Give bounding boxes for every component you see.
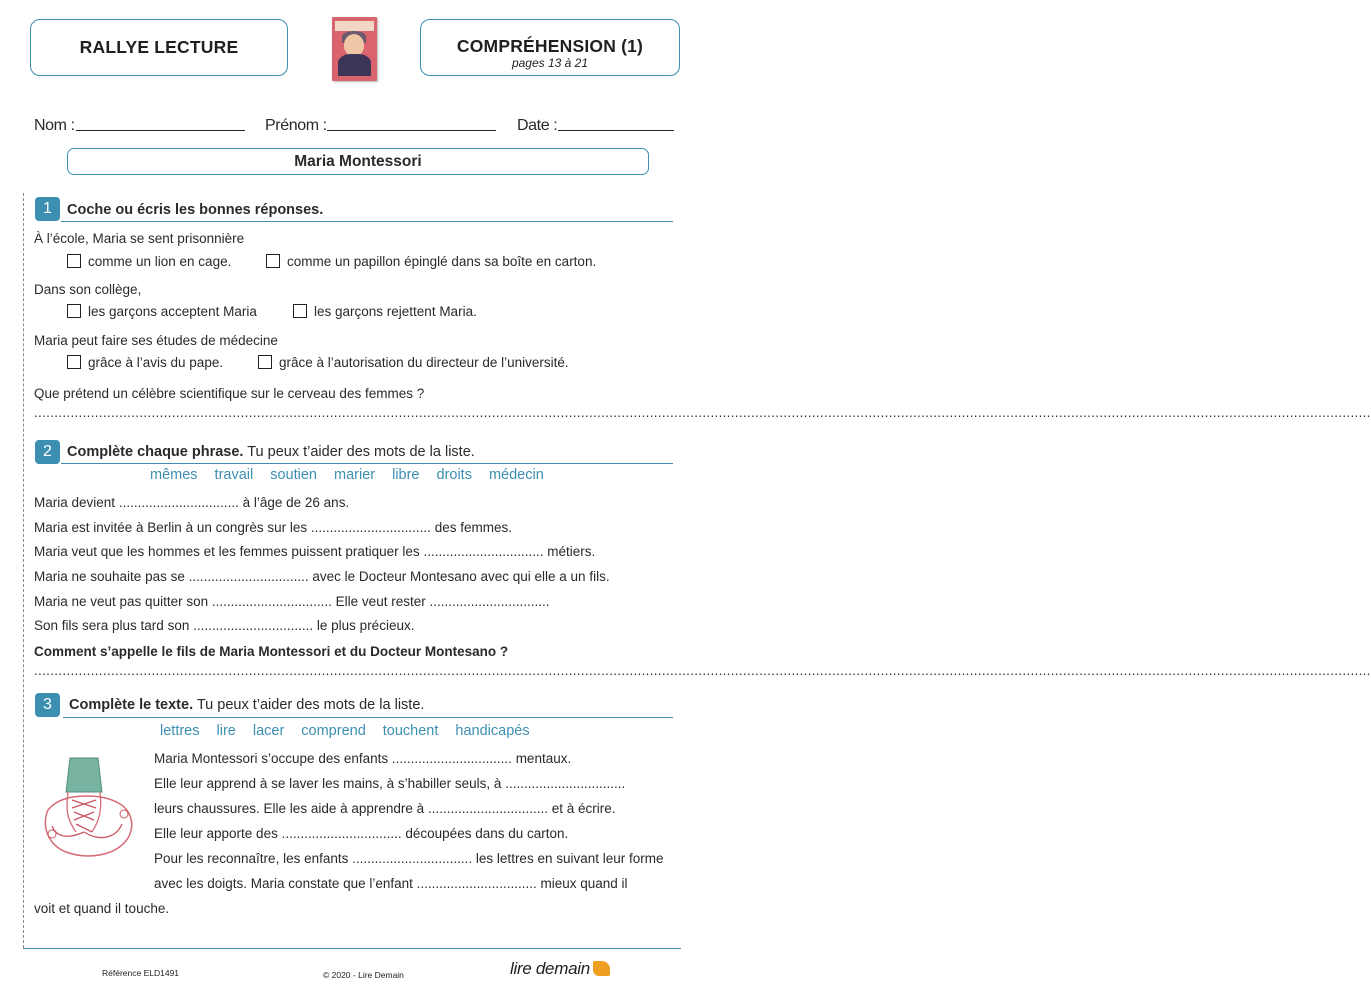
q2-option-1[interactable]: les garçons acceptent Maria xyxy=(67,304,257,319)
question-4: Que prétend un célèbre scientifique sur le cerveau des femmes ? xyxy=(34,386,425,401)
text-line-7: voit et quand il touche. xyxy=(34,901,170,916)
date-label: Date : xyxy=(517,117,558,134)
sentence-6: Son fils sera plus tard son ................................ le plus précieux. xyxy=(34,618,415,633)
prenom-label: Prénom : xyxy=(265,117,327,134)
lire-demain-logo: lire demain xyxy=(510,959,610,979)
q3-option-1[interactable]: grâce à l’avis du pape. xyxy=(67,355,223,370)
book-title-box xyxy=(67,148,649,175)
q1-option-1[interactable]: comme un lion en cage. xyxy=(67,254,231,269)
nom-label: Nom : xyxy=(34,117,75,134)
pages-subtitle: pages 13 à 21 xyxy=(511,56,589,70)
question-5: Comment s’appelle le fils de Maria Montessori et du Docteur Montesano ? xyxy=(34,644,509,659)
reference-text: Référence ELD1491 xyxy=(102,968,180,978)
comprehension-title: COMPRÉHENSION (1) xyxy=(456,36,644,56)
section-1-title: Coche ou écris les bonnes réponses. xyxy=(67,202,324,218)
question-3: Maria peut faire ses études de médecine xyxy=(34,333,278,348)
text-line-4: Elle leur apporte des ................................ découpées dans du carton. xyxy=(154,826,569,841)
checkbox[interactable] xyxy=(67,304,81,318)
answer-line-2[interactable]: .......................................................................................................................................................................................................................................................................................................................................... xyxy=(34,663,1371,678)
nom-field[interactable] xyxy=(76,130,245,131)
blank-field[interactable]: ................................ xyxy=(211,594,332,609)
prenom-field[interactable] xyxy=(327,130,496,131)
date-field[interactable] xyxy=(558,130,674,131)
section-1-number: 1 xyxy=(35,197,60,221)
checkbox[interactable] xyxy=(67,355,81,369)
section-3-number: 3 xyxy=(35,693,60,717)
blank-field[interactable]: ................................ xyxy=(505,776,626,791)
book-cover-image xyxy=(332,17,377,81)
section-1-underline xyxy=(61,221,673,222)
answer-line-1[interactable]: .......................................................................................................................................................................................................................................................................................................................................... xyxy=(34,405,1371,420)
text-line-2: Elle leur apprend à se laver les mains, à s’habiller seuls, à ................................ xyxy=(154,776,626,791)
checkbox[interactable] xyxy=(258,355,272,369)
section-3-title: Complète le texte. Tu peux t’aider des mots de la liste. xyxy=(69,697,425,713)
bird-book-icon xyxy=(593,961,610,976)
blank-field[interactable]: ................................ xyxy=(416,876,537,891)
blank-field[interactable]: ................................ xyxy=(310,520,431,535)
header-left-box xyxy=(30,19,288,76)
question-1: À l’école, Maria se sent prisonnière xyxy=(34,231,245,246)
section-3-underline xyxy=(63,717,673,718)
shoe-lacing-illustration xyxy=(36,752,142,866)
q3-option-2[interactable]: grâce à l’autorisation du directeur de l’université. xyxy=(258,355,569,370)
blank-field[interactable]: ................................ xyxy=(281,826,402,841)
section-2-word-list: mêmes travail soutien marier libre droits médecin xyxy=(150,467,544,483)
sentence-5: Maria ne veut pas quitter son ................................ Elle veut rester ................................ xyxy=(34,594,550,609)
question-2: Dans son collège, xyxy=(34,282,142,297)
blank-field[interactable]: ................................ xyxy=(352,851,473,866)
sentence-4: Maria ne souhaite pas se ................................ avec le Docteur Montesano avec qui elle a un fils. xyxy=(34,569,610,584)
text-line-5: Pour les reconnaître, les enfants ................................ les lettres en suivant leur forme xyxy=(154,851,664,866)
bottom-rule xyxy=(23,948,681,949)
checkbox[interactable] xyxy=(293,304,307,318)
header-right-box xyxy=(420,19,680,76)
copyright-text: © 2020 - Lire Demain xyxy=(323,970,404,980)
book-title: Maria Montessori xyxy=(294,153,422,170)
sentence-2: Maria est invitée à Berlin à un congrès sur les ................................ des femmes. xyxy=(34,520,512,535)
text-line-1: Maria Montessori s’occupe des enfants ................................ mentaux. xyxy=(154,751,572,766)
blank-field[interactable]: ................................ xyxy=(193,618,314,633)
section-2-title: Complète chaque phrase. Tu peux t’aider des mots de la liste. xyxy=(67,444,475,460)
blank-field[interactable]: ................................ xyxy=(118,495,239,510)
blank-field[interactable]: ................................ xyxy=(423,544,544,559)
text-line-6: avec les doigts. Maria constate que l’enfant ................................ mieux quand il xyxy=(154,876,628,891)
section-3-word-list: lettres lire lacer comprend touchent handicapés xyxy=(160,723,530,739)
section-2-number: 2 xyxy=(35,440,60,464)
left-margin-line xyxy=(23,193,24,948)
blank-field[interactable]: ................................ xyxy=(188,569,309,584)
sentence-3: Maria veut que les hommes et les femmes puissent pratiquer les ................................ métiers. xyxy=(34,544,596,559)
text-line-3: leurs chaussures. Elle les aide à apprendre à ................................ et à écrire. xyxy=(154,801,616,816)
blank-field[interactable]: ................................ xyxy=(429,594,550,609)
blank-field[interactable]: ................................ xyxy=(427,801,548,816)
rallye-title: RALLYE LECTURE xyxy=(79,37,239,57)
q1-option-2[interactable]: comme un papillon épinglé dans sa boîte en carton. xyxy=(266,254,596,269)
checkbox[interactable] xyxy=(67,254,81,268)
checkbox[interactable] xyxy=(266,254,280,268)
sentence-1: Maria devient ................................ à l’âge de 26 ans. xyxy=(34,495,350,510)
section-2-underline xyxy=(61,463,673,464)
q2-option-2[interactable]: les garçons rejettent Maria. xyxy=(293,304,477,319)
blank-field[interactable]: ................................ xyxy=(391,751,512,766)
